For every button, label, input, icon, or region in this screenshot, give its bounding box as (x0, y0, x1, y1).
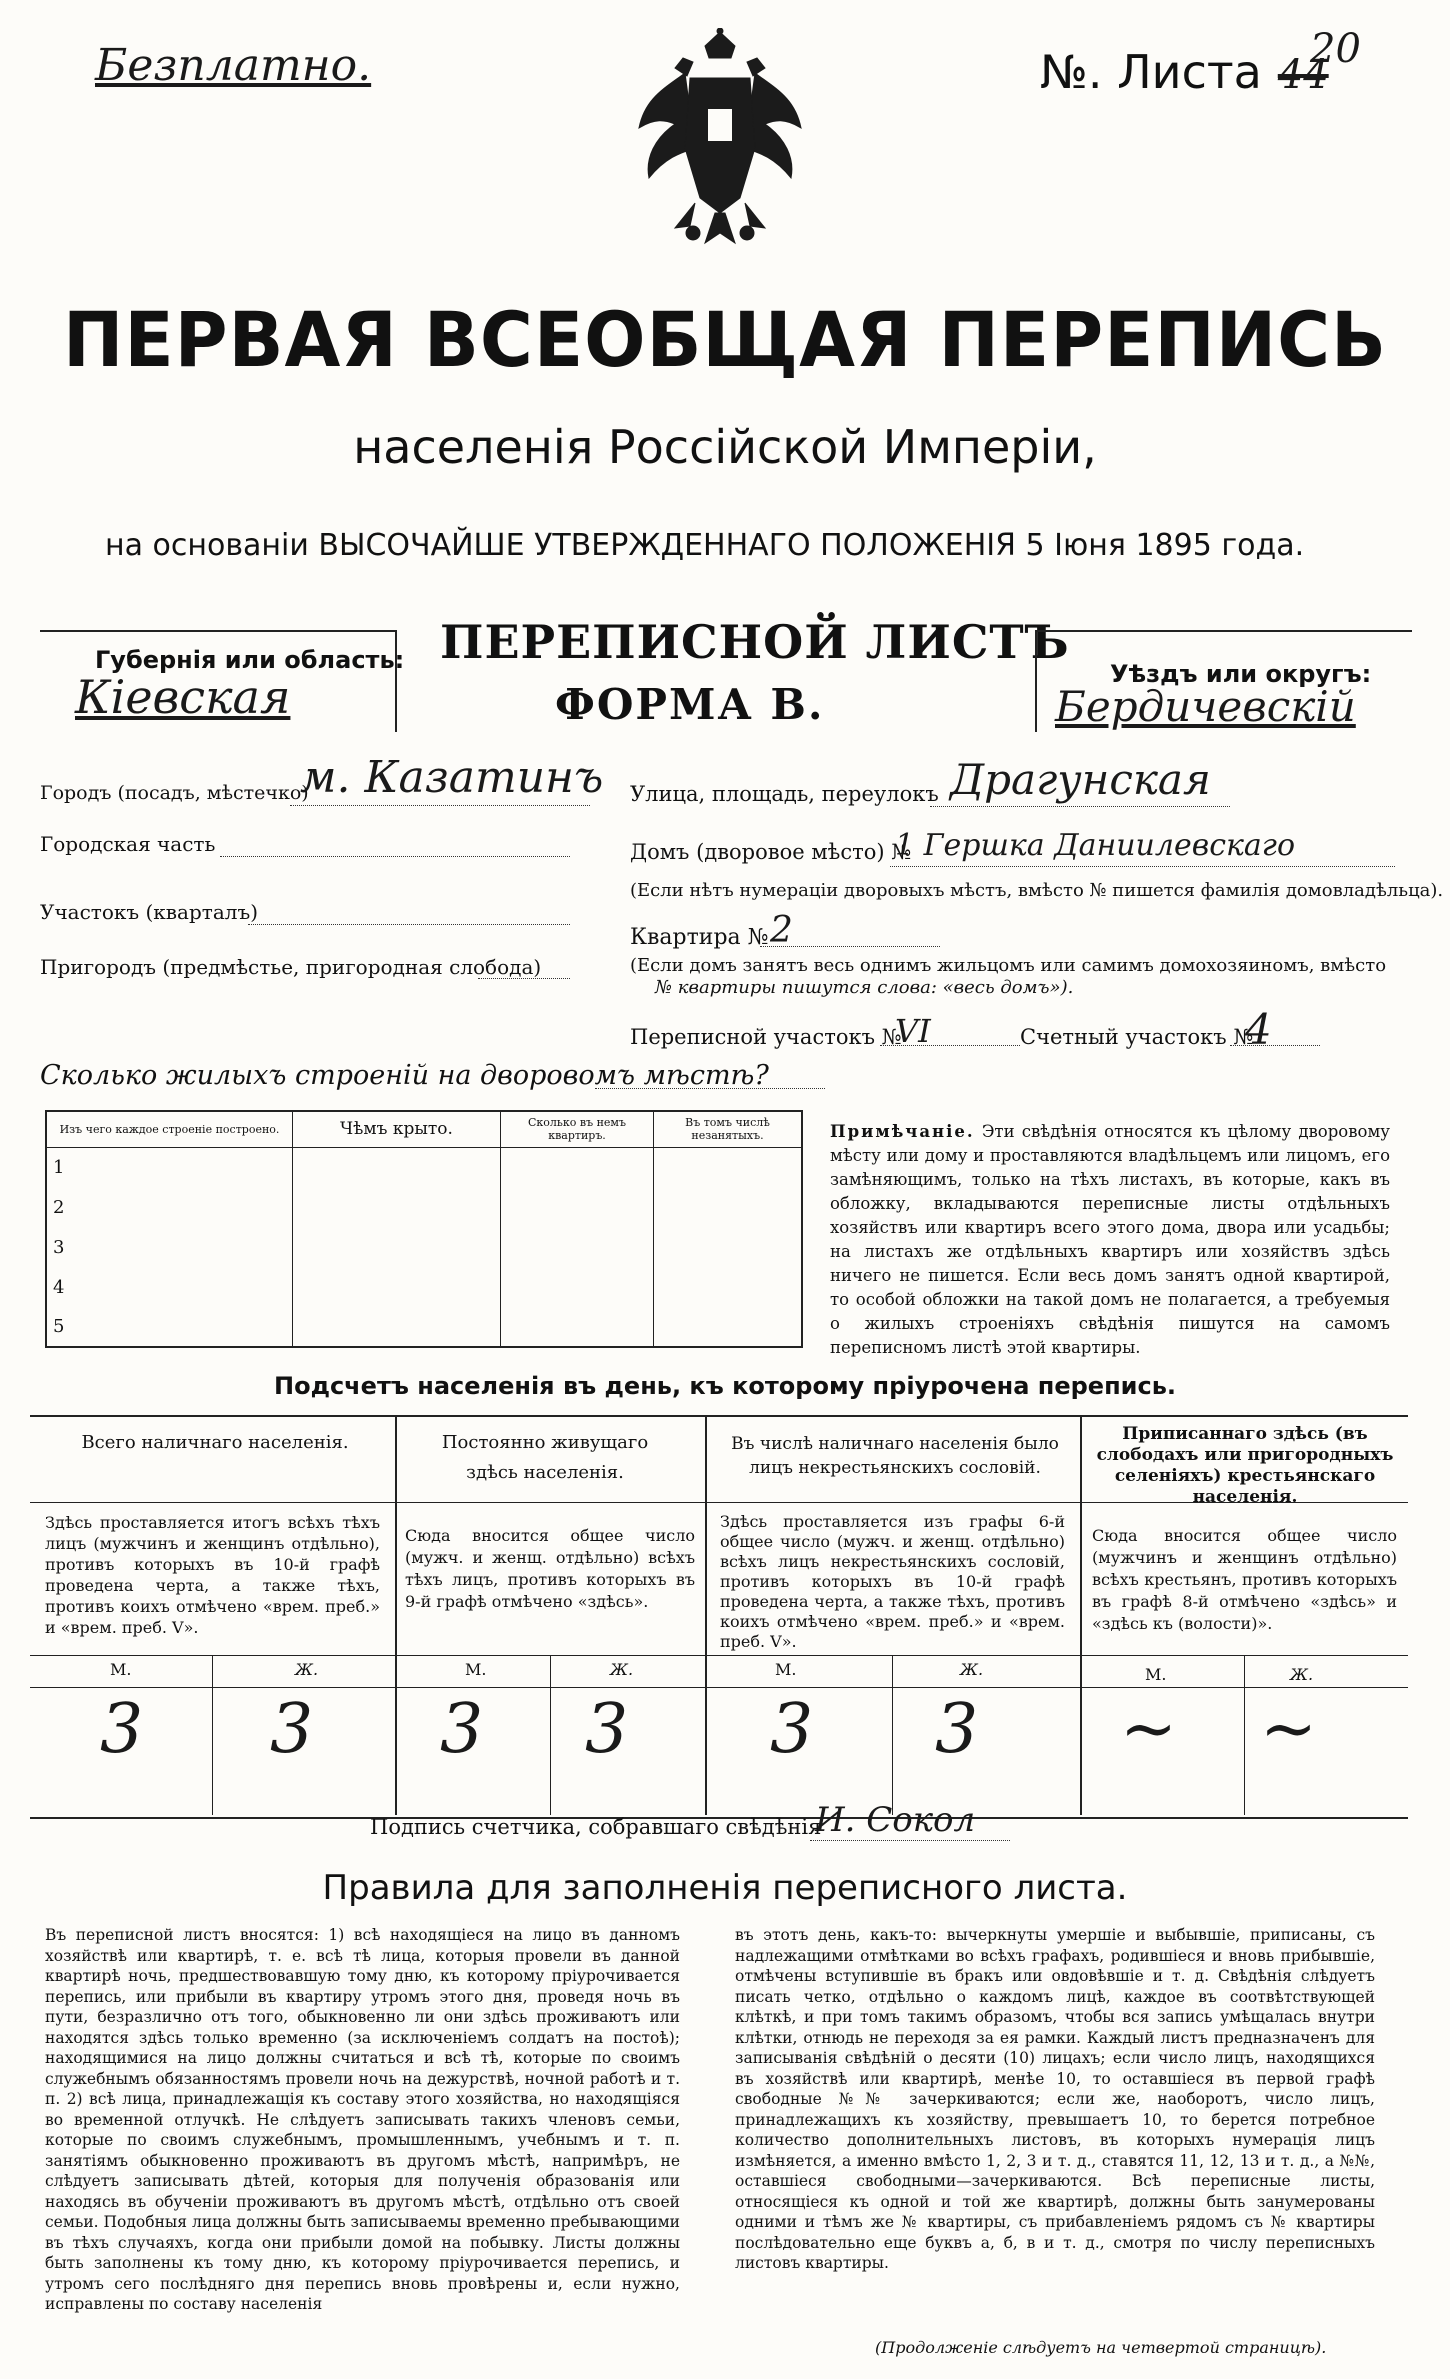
double-headed-eagle-emblem (635, 28, 805, 253)
count-col-non-peasant-desc: Здѣсь проставляется изъ графы 6-й общее число (мужч. и женщ. отдѣльно) всѣхъ лицъ некрестьянскихъ сословій, противъ которыхъ въ 10-й графѣ проведена черта, а также тѣхъ, противъ коихъ отмѣчено «врем. преб.» и «врем. преб. V». (720, 1512, 1065, 1651)
buildings-col-roof: Чѣмъ крыто. (293, 1111, 501, 1147)
row-number: 2 (46, 1187, 293, 1227)
sheet-number (1040, 26, 1361, 100)
rules-left-column: Въ переписной листъ вносятся: 1) всѣ находящіеся на лицо въ данномъ хозяйствѣ или квартирѣ, т. е. всѣ тѣ лица, которыя провели въ данной квартирѣ ночь, предшествовавшую тому дню, къ которому пріурочивается перепись, или прибыли въ квартиру утромъ этого дня, проведя ночь въ пути, безразлично отъ того, обыкновенно ли они здѣсь проживаютъ или находятся здѣсь только временно (за исключеніемъ солдатъ на постоѣ); находящимися на лицо должны считаться и всѣ тѣ, которые по своимъ служебнымъ обязанностямъ провели ночь на дежурствѣ, ночной работѣ и т. п. 2) всѣ лица, принадлежащія къ составу этого хозяйства, но находящіяся во временной отлучкѣ. Не слѣдуетъ записывать такихъ членовъ семьи, которые по своимъ служебнымъ, промышленнымъ, учебнымъ и т. п. занятіямъ обыкновенно проживаютъ въ другомъ мѣстѣ, напримѣръ, не слѣдуетъ записывать дѣтей, которыя для полученія образованія или находясь въ обученіи проживаютъ въ другомъ мѣстѣ, отдѣльно отъ своей семьи. Подобныя лица должны быть записываемы временно пребывающими въ тѣхъ случаяхъ, когда они прибыли домой на побывку. Листы должны быть заполнены къ тому дню, къ которому пріурочивается перепись, и утромъ сего послѣдняго дня перепись вновь провѣрены и, если нужно, исправлены по составу населенія (45, 1926, 680, 2313)
uezd-value: Бердичевскій (1055, 682, 1356, 731)
count-col-peasant-m-label: М. (1145, 1665, 1167, 1684)
row-number: 5 (46, 1307, 293, 1347)
rules-continued-note: (Продолженіе слѣдуетъ на четвертой страницѣ). (875, 2338, 1327, 2357)
count-col-total-m-label: М. (110, 1660, 132, 1679)
buildings-col-material: Изъ чего каждое строеніе построено. (46, 1111, 293, 1147)
count-col-peasant-f: ~ (1260, 1690, 1317, 1769)
count-col-peasant-head: Приписаннаго здѣсь (въ слободахъ или пригородныхъ селеніяхъ) крестьянскаго населенія. (1096, 1424, 1394, 1507)
rules-title: Правила для заполненія переписного листа. (322, 1868, 1128, 1908)
apartment-value: 2 (770, 910, 793, 951)
sheet-title: ПЕРЕПИСНОЙ ЛИСТЪ (440, 615, 1070, 669)
count-col-non-peasant-m: 3 (770, 1690, 814, 1769)
main-title: ПЕРВАЯ ВСЕОБЩАЯ ПЕРЕПИСЬ (62, 295, 1388, 384)
count-col-non-peasant-f: 3 (935, 1690, 979, 1769)
census-area-value: VI (895, 1012, 931, 1050)
count-col-permanent-m-label: М. (465, 1660, 487, 1679)
count-col-non-peasant-f-label: Ж. (960, 1660, 984, 1679)
count-col-permanent-f: 3 (585, 1690, 629, 1769)
row-number: 1 (46, 1147, 293, 1187)
apartment-note-2: № квартиры пишутся слова: «весь домъ»). (655, 977, 1074, 998)
count-col-peasant-desc: Сюда вносится общее число (мужчинъ и женщинъ отдѣльно) всѣхъ крестьянъ, противъ которыхъ въ графѣ 8-й отмѣчено «здѣсь» и «здѣсь къ (волости)». (1092, 1526, 1397, 1633)
city-part-label: Городская часть (40, 832, 216, 856)
count-col-total-head: Всего наличнаго населенія. (81, 1432, 349, 1453)
count-col-total-f: 3 (270, 1690, 314, 1769)
buildings-col-apartments: Сколько въ немъ квартиръ. (501, 1111, 654, 1147)
note-title: Примѣчаніе. (830, 1122, 975, 1141)
form-label: ФОРМА В. (555, 680, 825, 729)
count-col-permanent-m: 3 (440, 1690, 484, 1769)
signature-label: Подпись счетчика, собравшаго свѣдѣнія (370, 1815, 822, 1839)
house-value: 1 Гершка Даниилевскаго (895, 828, 1296, 863)
rules-right-column: въ этотъ день, какъ-то: вычеркнуты умершіе и выбывшіе, приписаны, съ надлежащими отмѣтками во всѣхъ графахъ, родившіеся и вновь прибывшіе, отмѣчены вступившіе въ бракъ или овдовѣвшіе и т. д. Свѣдѣнія слѣдуетъ писать четко, отдѣльно о каждомъ лицѣ, каждое въ соотвѣтствующей клѣткѣ, и при томъ такимъ образомъ, чтобы вся запись умѣщалась внутри клѣтки, отнюдь не переходя за ея рамки. Каждый листъ предназначенъ для записыванія свѣдѣній о десяти (10) лицахъ; если число лицъ, находящихся въ хозяйствѣ или квартирѣ, менѣе 10, то оставшіеся въ первой графѣ свободные №№ зачеркиваются; если же, наоборотъ, число лицъ, принадлежащихъ къ хозяйству, превышаетъ 10, то берется потребное количество дополнительныхъ листовъ, въ которыхъ нумерація лицъ измѣняется, а именно вмѣсто 1, 2, 3 и т. д., ставятся 11, 12, 13 и т. д., а №№, оставшіеся свободными—зачеркиваются. Всѣ переписные листы, относящіеся къ одной и той же квартирѣ, должны быть занумерованы одними и тѣмъ же № квартиры, съ прибавленіемъ рядомъ съ № квартиры послѣдовательно еще буквъ а, б, в и т. д., смотря по числу переписныхъ листовъ квартиры. (735, 1926, 1375, 2272)
subtitle: населенія Россійской Имперіи, (353, 420, 1097, 474)
buildings-question: Сколько жилыхъ строеній на дворовомъ мѣстѣ? (40, 1060, 769, 1091)
row-number: 3 (46, 1227, 293, 1267)
count-col-permanent-f-label: Ж. (610, 1660, 634, 1679)
table-row (46, 1267, 802, 1307)
sheet-number-label: №. Листа (1040, 45, 1262, 99)
street-label: Улица, площадь, переулокъ (630, 782, 939, 806)
count-title: Подсчетъ населенія въ день, къ которому пріурочена перепись. (274, 1372, 1176, 1400)
apartment-note-1: (Если домъ занятъ весь однимъ жильцомъ или самимъ домохозяиномъ, вмѣсто (630, 955, 1387, 976)
basis-line: на основаніи ВЫСОЧАЙШЕ УТВЕРЖДЕННАГО ПОЛОЖЕНІЯ 5 Іюня 1895 года. (105, 528, 1305, 563)
table-row (46, 1147, 802, 1187)
city-value: м. Казатинъ (300, 752, 604, 803)
count-col-permanent-head: Постоянно живущаго здѣсь населенія. (441, 1432, 649, 1483)
house-label: Домъ (дворовое мѣсто) № (630, 840, 912, 864)
city-label: Городъ (посадъ, мѣстечко) (40, 782, 309, 804)
count-col-non-peasant-head: Въ числѣ наличнаго населенія было лицъ некрестьянскихъ сословій. (731, 1434, 1059, 1478)
count-col-non-peasant-m-label: М. (775, 1660, 797, 1679)
signature-value: И. Сокол (815, 1800, 976, 1840)
table-row (46, 1227, 802, 1267)
count-col-total-desc: Здѣсь проставляется итогъ всѣхъ тѣхъ лицъ (мужчинъ и женщинъ отдѣльно), противъ которыхъ въ 10-й графѣ проведена черта, а также тѣхъ, противъ коихъ отмѣчено «врем. преб.» и «врем. преб. V». (45, 1513, 380, 1637)
guberniya-value: Кіевская (75, 670, 291, 724)
house-note: (Если нѣтъ нумераціи дворовыхъ мѣстъ, вмѣсто № пишется фамилія домовладѣльца). (630, 880, 1444, 901)
table-row (46, 1187, 802, 1227)
note-text: Эти свѣдѣнія относятся къ цѣлому дворовому мѣсту или дому и проставляются владѣльцемъ или лицомъ, его замѣняющимъ, только на тѣхъ листахъ, въ которые, какъ въ обложку, вкладываются переписные листы отдѣльныхъ хозяйствъ или квартиръ всего этого дома, двора или усадьбы; на листахъ же отдѣльныхъ квартиръ или хозяйствъ здѣсь ничего не пишется. Если весь домъ занятъ одной квартирой, то особой обложки на такой домъ не полагается, а требуемыя о жилыхъ строеніяхъ свѣдѣнія пишутся на самомъ переписномъ листѣ этой квартиры. (830, 1122, 1390, 1357)
sheet-number-old: 44 (1277, 52, 1329, 98)
count-col-total-f-label: Ж. (295, 1660, 319, 1679)
suburb-label: Пригородъ (предмѣстье, пригородная слобода) (40, 955, 542, 979)
free-label: Безплатно. (95, 40, 372, 91)
count-col-permanent-desc: Сюда вносится общее число (мужч. и женщ. отдѣльно) всѣхъ тѣхъ лицъ, противъ которыхъ въ 9-й графѣ отмѣчено «здѣсь». (405, 1526, 695, 1611)
counting-area-value: 4 (1245, 1005, 1272, 1054)
guberniya-label: Губернія или область: (95, 646, 405, 674)
buildings-col-vacant: Въ томъ числѣ незанятыхъ. (654, 1111, 803, 1147)
count-col-total-m: 3 (100, 1690, 144, 1769)
district-label: Участокъ (кварталъ) (40, 900, 258, 924)
count-col-peasant-m: ~ (1120, 1690, 1177, 1769)
count-col-peasant-f-label: Ж. (1290, 1665, 1314, 1684)
apartment-label: Квартира № (630, 925, 769, 950)
buildings-table (45, 1110, 803, 1348)
counting-area-label: Счетный участокъ № (1020, 1025, 1254, 1049)
table-row (46, 1307, 802, 1347)
sheet-number-new: 20 (1310, 26, 1361, 72)
census-area-label: Переписной участокъ № (630, 1025, 902, 1049)
row-number: 4 (46, 1267, 293, 1307)
note-block (830, 1120, 1390, 1360)
street-value: Драгунская (950, 755, 1211, 804)
uezd-label: Уѣздъ или округъ: (1110, 660, 1372, 688)
